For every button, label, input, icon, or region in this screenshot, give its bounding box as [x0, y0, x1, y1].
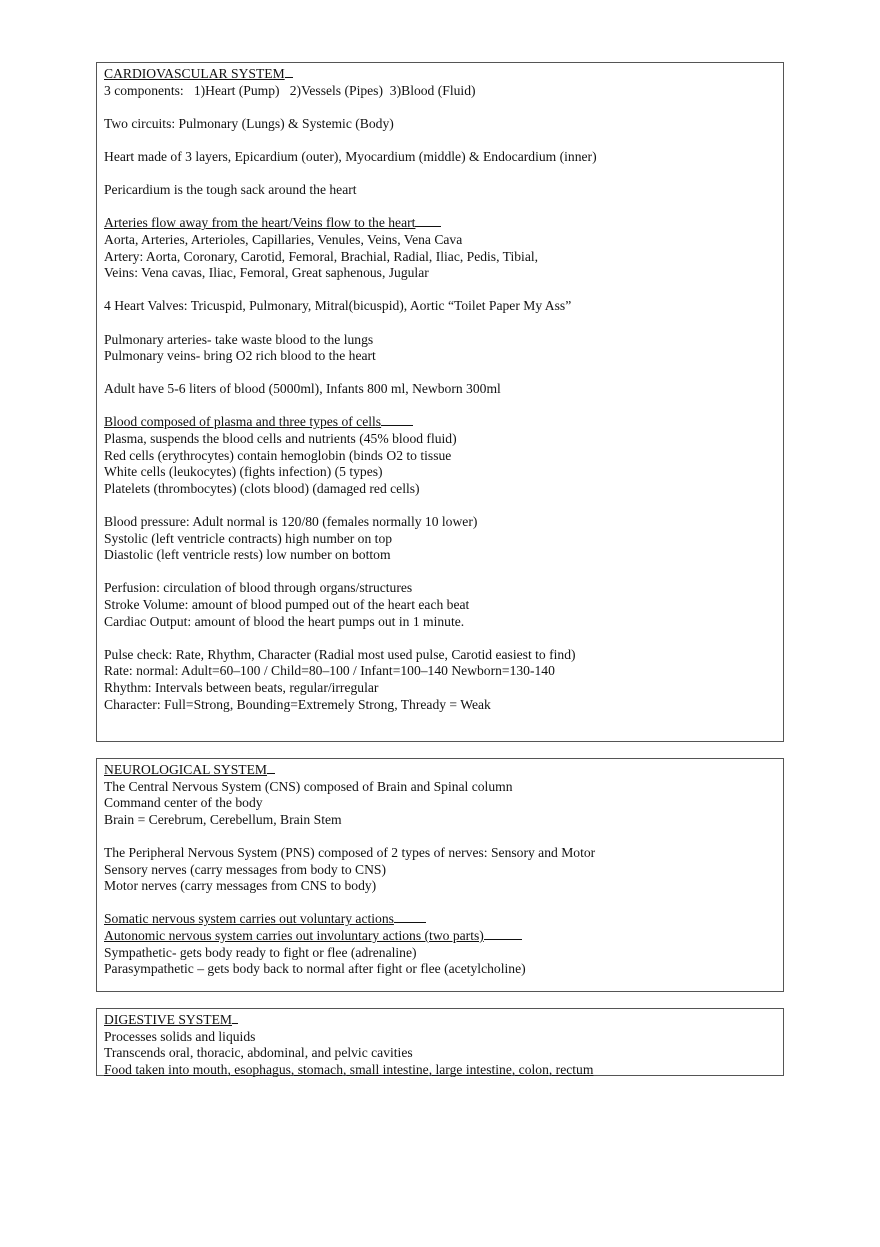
blood-heading: Blood composed of plasma and three types of cells	[104, 414, 776, 431]
transcends-line: Transcends oral, thoracic, abdominal, and pelvic cavities	[104, 1045, 413, 1061]
pulmonary-arteries-line: Pulmonary arteries- take waste blood to the lungs	[104, 331, 374, 347]
pulse-check-line: Pulse check: Rate, Rhythm, Character (Radial most used pulse, Carotid easiest to find)	[104, 646, 576, 662]
arteries-heading: Arteries flow away from the heart/Veins flow to the heart	[104, 215, 776, 232]
perfusion-line: Perfusion: circulation of blood through organs/structures	[104, 580, 413, 596]
character-line: Character: Full=Strong, Bounding=Extremely Strong, Thready = Weak	[104, 696, 491, 712]
sensory-line: Sensory nerves (carry messages from body to CNS)	[104, 861, 387, 877]
rate-line: Rate: normal: Adult=60–100 / Child=80–100 / Infant=100–140 Newborn=130-140	[104, 663, 555, 679]
rhythm-line: Rhythm: Intervals between beats, regular/irregular	[104, 679, 379, 695]
sympathetic-line: Sympathetic- gets body ready to fight or flee (adrenaline)	[104, 944, 417, 960]
pulmonary-veins-line: Pulmonary veins- bring O2 rich blood to the heart	[104, 348, 376, 364]
vein-list-line: Veins: Vena cavas, Iliac, Femoral, Great saphenous, Jugular	[104, 265, 429, 281]
plasma-line: Plasma, suspends the blood cells and nutrients (45% blood fluid)	[104, 431, 457, 447]
somatic-line: Somatic nervous system carries out voluntary actions	[104, 911, 776, 928]
systolic-line: Systolic (left ventricle contracts) high number on top	[104, 530, 393, 546]
diastolic-line: Diastolic (left ventricle rests) low number on bottom	[104, 547, 391, 563]
cardiovascular-section	[96, 62, 784, 742]
digestive-section	[96, 1008, 784, 1076]
section-title: NEUROLOGICAL SYSTEM	[104, 762, 776, 779]
components-line: 3 components: 1)Heart (Pump) 2)Vessels (Pipes) 3)Blood (Fluid)	[104, 82, 476, 98]
layers-line: Heart made of 3 layers, Epicardium (outer), Myocardium (middle) & Endocardium (inner)	[104, 148, 597, 164]
platelets-line: Platelets (thrombocytes) (clots blood) (damaged red cells)	[104, 480, 420, 496]
parasympathetic-line: Parasympathetic – gets body back to normal after fight or flee (acetylcholine)	[104, 961, 526, 977]
pns-line: The Peripheral Nervous System (PNS) composed of 2 types of nerves: Sensory and Motor	[104, 844, 596, 860]
bp-line: Blood pressure: Adult normal is 120/80 (females normally 10 lower)	[104, 514, 478, 530]
food-path-line: Food taken into mouth, esophagus, stomach, small intestine, large intestine, colon, rectum	[104, 1061, 594, 1077]
white-cells-line: White cells (leukocytes) (fights infection) (5 types)	[104, 464, 383, 480]
stroke-volume-line: Stroke Volume: amount of blood pumped out of the heart each beat	[104, 597, 470, 612]
brain-line: Brain = Cerebrum, Cerebellum, Brain Stem	[104, 811, 342, 827]
section-title: CARDIOVASCULAR SYSTEM	[104, 66, 776, 83]
circuits-line: Two circuits: Pulmonary (Lungs) & Systemic (Body)	[104, 115, 394, 131]
command-line: Command center of the body	[104, 795, 263, 811]
red-cells-line: Red cells (erythrocytes) contain hemoglobin (binds O2 to tissue	[104, 447, 452, 463]
motor-line: Motor nerves (carry messages from CNS to body)	[104, 878, 377, 894]
blood-volume-line: Adult have 5-6 liters of blood (5000ml), Infants 800 ml, Newborn 300ml	[104, 381, 501, 397]
vessel-order-line: Aorta, Arteries, Arterioles, Capillaries, Venules, Veins, Vena Cava	[104, 231, 463, 247]
artery-list-line: Artery: Aorta, Coronary, Carotid, Femoral, Brachial, Radial, Iliac, Pedis, Tibial,	[104, 248, 539, 264]
processes-line: Processes solids and liquids	[104, 1028, 256, 1044]
cardiac-output-line: Cardiac Output: amount of blood the heart pumps out in 1 minute.	[104, 613, 465, 629]
autonomic-line: Autonomic nervous system carries out involuntary actions (two parts)	[104, 928, 776, 945]
neurological-section	[96, 758, 784, 992]
cns-line: The Central Nervous System (CNS) composed of Brain and Spinal column	[104, 778, 513, 794]
section-title: DIGESTIVE SYSTEM	[104, 1012, 776, 1029]
valves-line: 4 Heart Valves: Tricuspid, Pulmonary, Mitral(bicuspid), Aortic “Toilet Paper My Ass”	[104, 298, 572, 314]
pericardium-line: Pericardium is the tough sack around the heart	[104, 182, 357, 198]
